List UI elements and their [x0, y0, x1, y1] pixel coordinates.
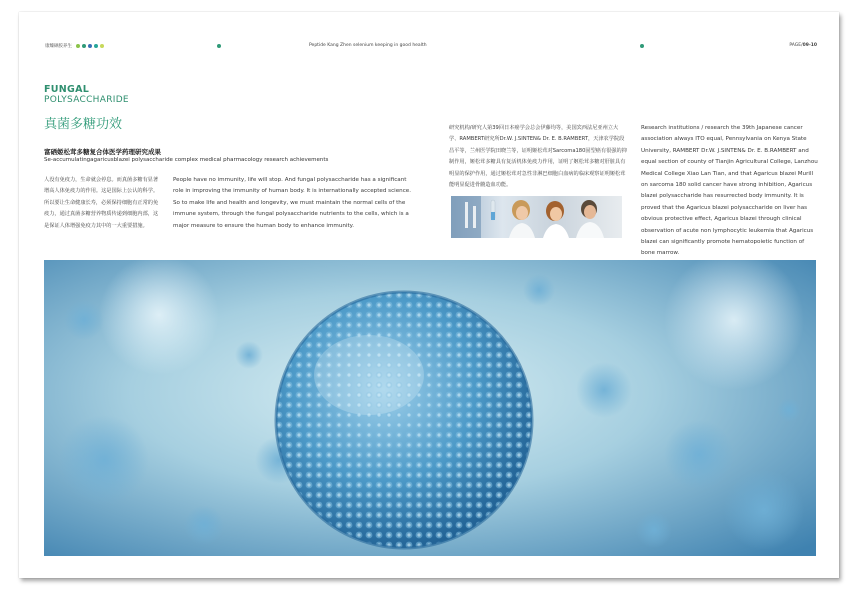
lab-researchers-photo: [451, 196, 622, 238]
title-en-line1: FUNGAL: [44, 84, 90, 95]
color-dot: [88, 44, 92, 48]
header-color-dots: [76, 44, 104, 48]
page-prefix: PAGE/: [789, 43, 803, 48]
header-brand-label: 康臻硒胶养生: [45, 44, 72, 49]
color-dot: [94, 44, 98, 48]
header-left: [45, 43, 104, 49]
subtitle-cn: 富硒姬松茸多糖复合体医学药理研究成果: [44, 148, 161, 156]
title-en-line2: POLYSACCHARIDE: [44, 95, 129, 105]
brochure-page: [19, 12, 839, 578]
page-number-value: 09-10: [802, 43, 817, 48]
color-dot: [100, 44, 104, 48]
body-text-en-2: Research institutions / research the 39th Japanese cancer association always ITO equal, Pennsylvania on Kenya State University, RAMBERT Dr.W. J.SINTEN& Dr. E. B.RAMBERT and equal section of county of Tianjin Agricultural College, Lanzhou Medical College Xiao Lan Tian, and that Agaricus blazei Murill on sarcoma 180 solid cancer have strong inhibition, Agaricus blazei polysaccharide has resurrected body immunity. It is proved that the Agaricus blazei polysaccharide on liver has obvious protective effect, Agaricus blazei through clinical observation of acute non lymphocytic leukemia that Agaricus blazei can significantly promote hematopoietic function of bone marrow.: [641, 125, 818, 257]
cell-hero-image: [44, 260, 816, 556]
color-dot: [76, 44, 80, 48]
color-dot: [82, 44, 86, 48]
title-cn: 真菌多糖功效: [44, 117, 123, 132]
cell-illustration: [44, 260, 816, 556]
header-marker-dot: [640, 44, 644, 48]
body-text-en-1: People have no immunity, life will stop. And fungal polysaccharide has a significant role in improving the immunity of human body. It is internationally accepted science. So to make life and health and longevity, we must maintain the normal cells of the immune system, through the fungal polysaccharide nutrients to the cells, which is a major measure to ensure the human body to enhance immunity.: [173, 177, 412, 229]
subtitle-en: Se-accumulatingagaricusblazei polysaccharide complex medical pharmacology research achievements: [44, 157, 329, 163]
header-center-label: Peptide Kang Zhen selenium keeping in good health: [309, 43, 427, 48]
header-marker-dot: [217, 44, 221, 48]
page-number: [789, 43, 817, 48]
body-text-cn-1: 人没有免疫力，生命就会停息。而真菌多糖有显著增高人体免疫力的作用。这是国际上公认的科学。所以要让生命健康长寿，必须保持细胞有正常的免疫力，通过真菌多糖营养物质传递到细胞内部，这是保证人体增强免疫力其中的一大重要措施。: [44, 177, 159, 229]
lab-photo-illustration: [451, 196, 622, 238]
body-text-cn-2: 研究机构/研究人第39回日本癌学会总会伊藤均等，美国宾西法尼亚州立大学、RAMBERT研究所Dr.W. J.SINTEN& Dr. E. B.RAMBERT，天津农学院段昌平等，兰州医学院田晓兰等，证明姬松茸对Sarcoma180固型癌有很强的抑制作用，姬松茸多糖具有复活机体免疫力作用，证明了姬松茸多糖对肝脏具有明显的保护作用，通过姬松茸对急性非淋巴细胞白血病的临床观察证明姬松茸能明显促进骨髓造血功能。: [449, 125, 627, 189]
